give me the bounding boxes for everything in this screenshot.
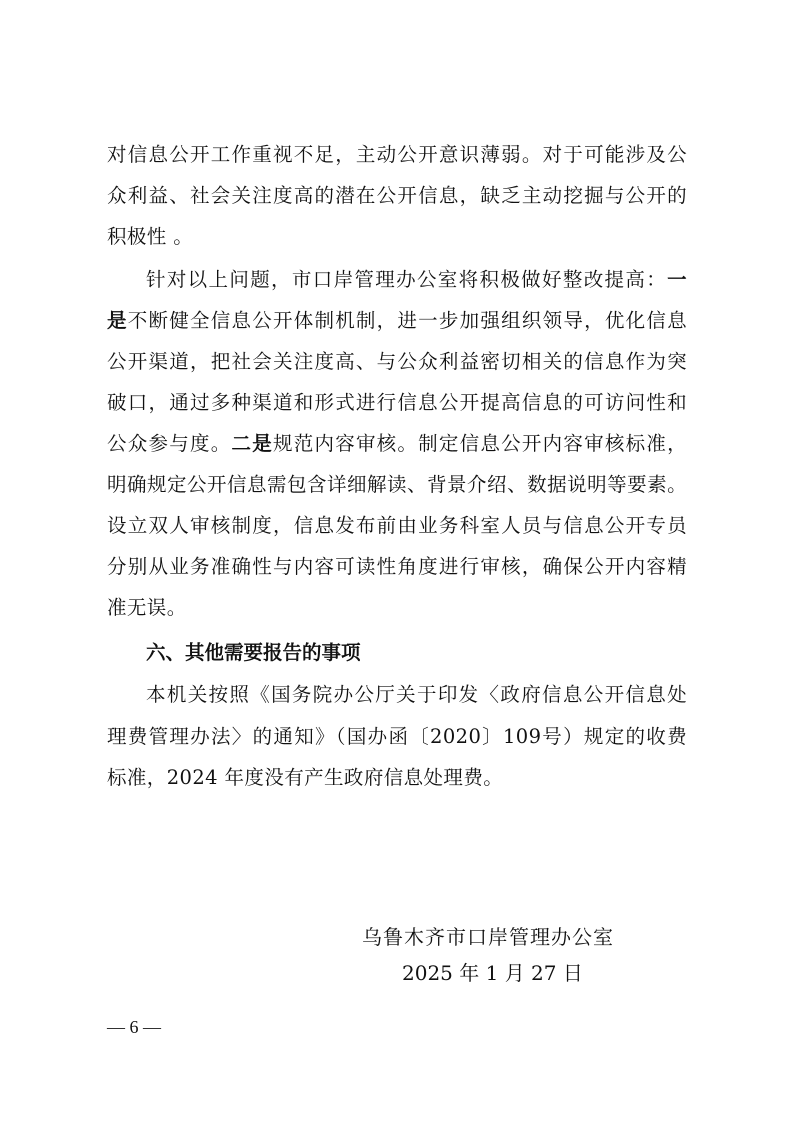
paragraph2-line8: 分别从业务准确性与内容可读性角度进行审核，确保公开内容精	[107, 555, 687, 578]
section6-line2: 理费管理办法〉的通知》（国办函〔2020〕109号）规定的收费	[107, 725, 687, 748]
paragraph1-line3: 积极性 。	[107, 225, 194, 248]
paragraph1-line2: 众利益、社会关注度高的潜在公开信息，缺乏主动挖掘与公开的	[107, 184, 687, 207]
paragraph2-line9: 准无误。	[107, 596, 187, 619]
paragraph2-text: 公众参与度。	[107, 432, 232, 455]
section-heading: 六、其他需要报告的事项	[146, 641, 361, 664]
signature-org: 乌鲁木齐市口岸管理办公室	[362, 925, 614, 949]
paragraph2-bold-marker: 一	[667, 268, 687, 291]
paragraph2-line3: 公开渠道，把社会关注度高、与公众利益密切相关的信息作为突	[107, 350, 687, 373]
paragraph2-bold-marker: 二是	[231, 432, 273, 455]
paragraph2-text: 规范内容审核。制定信息公开内容审核标准，	[272, 432, 687, 455]
signature-date: 2025 年 1 月 27 日	[402, 961, 583, 985]
section6-line3: 标准，2024 年度没有产生政府信息处理费。	[107, 766, 504, 789]
paragraph2-line2	[107, 306, 687, 336]
paragraph2-line4: 破口，通过多种渠道和形式进行信息公开提高信息的可访问性和	[107, 391, 687, 414]
paragraph2-bold-marker: 是	[107, 309, 128, 332]
paragraph2-line5	[107, 429, 687, 459]
paragraph2-line1	[146, 265, 687, 295]
paragraph2-line6: 明确规定公开信息需包含详细解读、背景介绍、数据说明等要素。	[107, 473, 687, 496]
paragraph1-line1: 对信息公开工作重视不足，主动公开意识薄弱。对于可能涉及公	[107, 143, 687, 166]
paragraph2-text: 针对以上问题，市口岸管理办公室将积极做好整改提高：	[146, 268, 668, 291]
paragraph2-text: 不断健全信息公开体制机制，进一步加强组织领导，优化信息	[127, 309, 687, 332]
page-number: — 6 —	[107, 1017, 161, 1037]
section6-line1: 本机关按照《国务院办公厅关于印发〈政府信息公开信息处	[146, 683, 687, 706]
paragraph2-line7: 设立双人审核制度，信息发布前由业务科室人员与信息公开专员	[107, 514, 687, 537]
